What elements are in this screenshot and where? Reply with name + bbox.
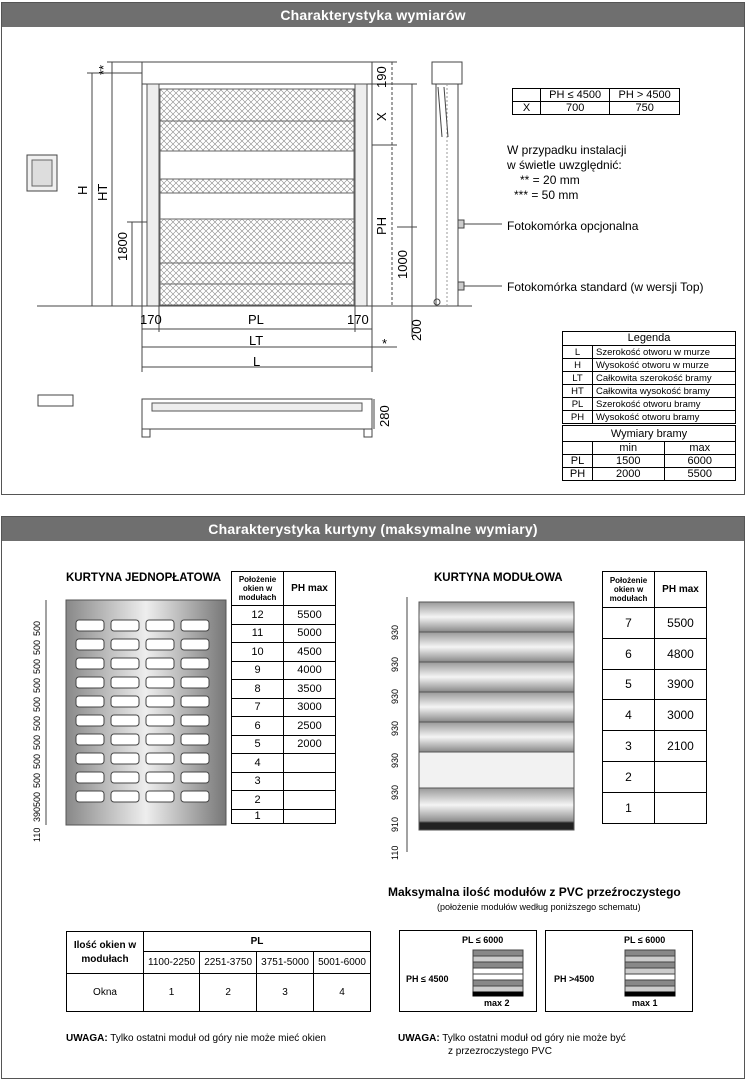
ph-max: 3000	[655, 700, 707, 731]
pvc-box-bottom: max 1	[632, 998, 658, 1008]
side-dim: 500	[32, 677, 42, 693]
legend-key: HT	[563, 385, 593, 398]
pvc-box-top: PL ≤ 6000	[462, 935, 504, 945]
gate-dimensions-table	[562, 425, 736, 481]
okna-value: 3	[257, 974, 314, 1012]
okna-value: 4	[314, 974, 371, 1012]
dim-170-right: 170	[347, 312, 369, 327]
gate-dim-min: 1500	[593, 455, 665, 468]
note-2-bold: UWAGA:	[398, 1033, 440, 1044]
dim-x: X	[374, 112, 389, 121]
pvc-box-2-drawing	[624, 949, 678, 999]
ph-max: 3900	[655, 669, 707, 700]
ph-max: 3500	[284, 680, 336, 699]
note-line-3: ** = 20 mm	[520, 173, 580, 187]
legend-title: Legenda	[563, 332, 736, 346]
side-dim: 500	[32, 620, 42, 636]
module-no: 3	[232, 772, 284, 791]
gate-dim-key: PH	[563, 468, 593, 481]
module-no: 2	[603, 761, 655, 792]
ph-max: 4000	[284, 661, 336, 680]
note-2	[398, 1033, 626, 1044]
modular-side-dims	[390, 622, 402, 860]
module-no: 12	[232, 606, 284, 625]
dim-ht: HT	[95, 183, 110, 201]
gate-dim-max: 6000	[664, 455, 736, 468]
ph-max: 3000	[284, 698, 336, 717]
pvc-box-1	[399, 930, 537, 1012]
module-no: 6	[232, 717, 284, 736]
pvc-box-left: PH >4500	[554, 974, 595, 984]
dim-h: H	[75, 185, 90, 195]
module-no: 5	[603, 669, 655, 700]
dimensions-title: Charakterystyka wymiarów	[2, 3, 744, 27]
col-ph-max: PH max	[655, 572, 707, 608]
side-dim: 500	[32, 658, 42, 674]
ph-max: 5500	[284, 606, 336, 625]
legend-value: Wysokość otworu w murze	[593, 359, 736, 372]
ph-max: 4800	[655, 638, 707, 669]
pl-range: 5001-6000	[314, 952, 371, 974]
dim-ph: PH	[374, 216, 389, 235]
okna-value: 1	[144, 974, 200, 1012]
module-no: 4	[232, 754, 284, 773]
side-dim: 930	[390, 624, 400, 640]
single-side-dims	[32, 617, 44, 847]
ph-max: 2100	[655, 731, 707, 762]
module-no: 8	[232, 680, 284, 699]
note-line-2: w świetle uwzględnić:	[507, 158, 622, 172]
side-dim: 390	[32, 806, 42, 822]
okna-row-label: Okna	[67, 974, 144, 1012]
dim-1800: 1800	[115, 232, 130, 261]
ph-max	[284, 772, 336, 791]
pvc-box-2	[545, 930, 693, 1012]
ph-max: 5500	[655, 608, 707, 639]
col-ph-max: PH max	[284, 572, 336, 606]
gate-dim-key: PL	[563, 455, 593, 468]
module-no: 9	[232, 661, 284, 680]
single-panel-curtain-drawing	[32, 595, 232, 845]
modular-curtain-title: KURTYNA MODUŁOWA	[434, 572, 563, 584]
fotokomorka-standard-label: Fotokomórka standard (w wersji Top)	[507, 280, 704, 294]
dim-star: *	[382, 336, 388, 351]
side-dim: 500	[32, 639, 42, 655]
pl-range: 3751-5000	[257, 952, 314, 974]
x-value: 700	[541, 102, 610, 115]
windows-count-header: Ilość okien w modułach	[67, 932, 144, 974]
dim-190: 190	[374, 66, 389, 88]
col-window-position: Położenie okien w modułach	[232, 572, 284, 606]
legend-value: Szerokość otworu bramy	[593, 398, 736, 411]
pvc-box-bottom: max 2	[484, 998, 510, 1008]
side-dim: 930	[390, 720, 400, 736]
pl-header: PL	[144, 932, 371, 952]
note-line-1: W przypadku instalacji	[507, 143, 627, 157]
module-no: 1	[232, 809, 284, 823]
max-pvc-subtitle: (położenie modułów według poniższego schematu)	[437, 902, 641, 912]
pl-range: 2251-3750	[200, 952, 257, 974]
dimensions-panel	[1, 2, 745, 495]
note-line-4: *** = 50 mm	[514, 188, 579, 202]
ph-max: 2000	[284, 735, 336, 754]
pvc-box-left: PH ≤ 4500	[406, 974, 449, 984]
module-no: 11	[232, 624, 284, 643]
modular-curtain-drawing	[397, 597, 582, 857]
x-row-label: X	[513, 102, 541, 115]
windows-count-table	[66, 931, 371, 1012]
module-no: 5	[232, 735, 284, 754]
dim-double-star: **	[96, 64, 111, 75]
side-dim: 500	[32, 696, 42, 712]
legend-key: LT	[563, 372, 593, 385]
note-2-line-2: z przezroczystego PVC	[448, 1046, 552, 1057]
module-no: 7	[232, 698, 284, 717]
side-dim: 930	[390, 752, 400, 768]
gate-dim-min: 2000	[593, 468, 665, 481]
dim-280: 280	[377, 405, 392, 427]
side-dim: 500	[32, 791, 42, 807]
fotokomorka-opcjonalna-label: Fotokomórka opcjonalna	[507, 219, 639, 233]
dim-lt: LT	[249, 333, 264, 348]
dim-1000: 1000	[395, 250, 410, 279]
modular-curtain-table	[602, 571, 707, 824]
single-panel-curtain-title: KURTYNA JEDNOPŁATOWA	[66, 572, 222, 584]
legend-value: Szerokość otworu w murze	[593, 346, 736, 359]
x-table-header: PH > 4500	[610, 89, 680, 102]
module-no: 2	[232, 791, 284, 810]
gate-dimensions-title: Wymiary bramy	[563, 426, 736, 442]
ph-max: 5000	[284, 624, 336, 643]
side-dim: 500	[32, 753, 42, 769]
legend-table	[562, 331, 736, 424]
side-dim: 930	[390, 688, 400, 704]
legend-value: Całkowita szerokość bramy	[593, 372, 736, 385]
max-header: max	[664, 442, 736, 455]
dim-170-left: 170	[140, 312, 162, 327]
note-1	[66, 1033, 326, 1044]
side-dim: 500	[32, 715, 42, 731]
max-pvc-title: Maksymalna ilość modułów z PVC przeźroczystego	[388, 885, 681, 899]
legend-value: Wysokość otworu bramy	[593, 411, 736, 424]
side-dim: 930	[390, 784, 400, 800]
ph-max	[655, 761, 707, 792]
ph-max	[655, 792, 707, 823]
dim-pl: PL	[248, 312, 264, 327]
legend-key: L	[563, 346, 593, 359]
x-value: 750	[610, 102, 680, 115]
note-1-bold: UWAGA:	[66, 1033, 108, 1044]
module-no: 6	[603, 638, 655, 669]
okna-value: 2	[200, 974, 257, 1012]
side-dim: 500	[32, 734, 42, 750]
x-table	[512, 88, 680, 115]
module-no: 7	[603, 608, 655, 639]
ph-max	[284, 809, 336, 823]
module-no: 1	[603, 792, 655, 823]
legend-key: PH	[563, 411, 593, 424]
note-2-text: Tylko ostatni moduł od góry nie może być	[442, 1033, 626, 1044]
pvc-box-top: PL ≤ 6000	[624, 935, 666, 945]
dim-200: 200	[409, 319, 424, 341]
single-curtain-table	[231, 571, 336, 824]
side-dim: 930	[390, 656, 400, 672]
dim-l: L	[253, 354, 261, 369]
module-no: 4	[603, 700, 655, 731]
legend-key: PL	[563, 398, 593, 411]
curtain-panel	[1, 516, 745, 1079]
ph-max	[284, 754, 336, 773]
legend-value: Całkowita wysokość bramy	[593, 385, 736, 398]
curtain-title: Charakterystyka kurtyny (maksymalne wymiary)	[2, 517, 744, 541]
side-dim: 110	[32, 827, 42, 842]
x-table-header: PH ≤ 4500	[541, 89, 610, 102]
side-dim: 910	[390, 816, 400, 832]
module-no: 3	[603, 731, 655, 762]
ph-max	[284, 791, 336, 810]
legend-key: H	[563, 359, 593, 372]
note-1-text: Tylko ostatni moduł od góry nie może mieć okien	[110, 1033, 326, 1044]
col-window-position: Położenie okien w modułach	[603, 572, 655, 608]
min-header: min	[593, 442, 665, 455]
pvc-box-1-drawing	[472, 949, 526, 999]
side-dim: 110	[390, 845, 400, 860]
pl-range: 1100-2250	[144, 952, 200, 974]
side-dim: 500	[32, 772, 42, 788]
module-no: 10	[232, 643, 284, 662]
ph-max: 2500	[284, 717, 336, 736]
gate-dim-max: 5500	[664, 468, 736, 481]
ph-max: 4500	[284, 643, 336, 662]
